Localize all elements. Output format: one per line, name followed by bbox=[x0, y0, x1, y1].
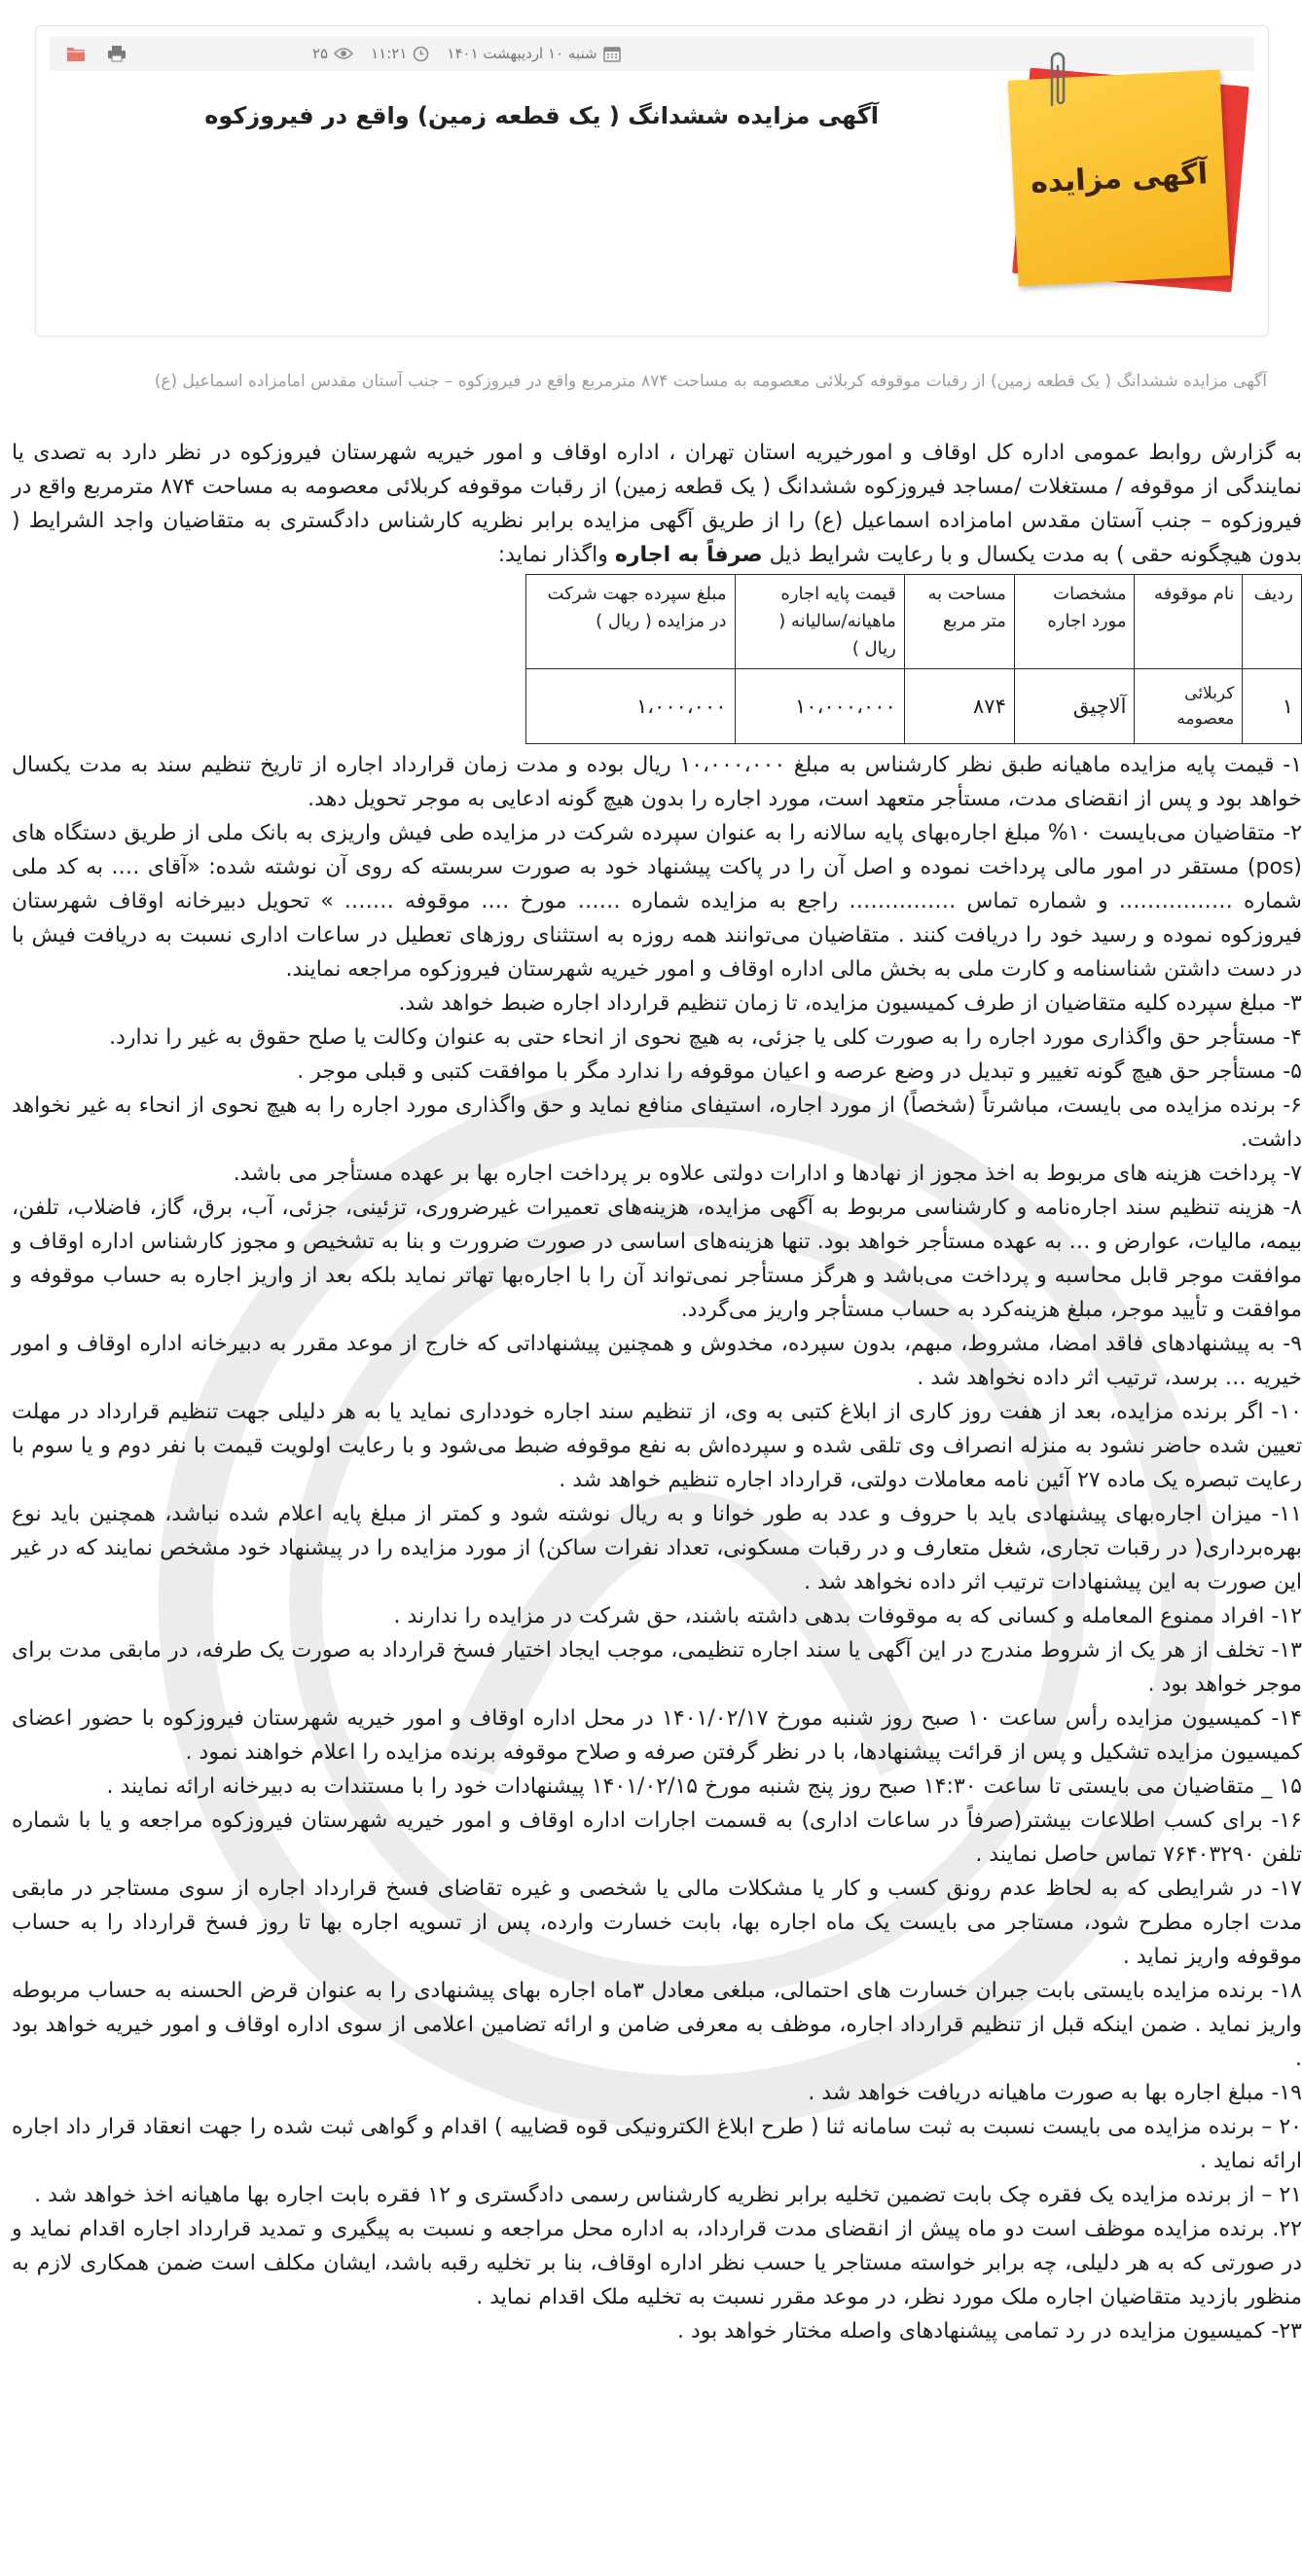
condition-item: ۴- مستأجر حق واگذاری مورد اجاره را به صورت کلی یا جزئی، به هیچ نحوی از انحاء حتی به عنوان وکالت یا صلح حقوق به غیر را ندارد. bbox=[109, 1025, 1302, 1050]
article-header-card bbox=[35, 25, 1269, 337]
condition-item: ۲۳- کمیسیون مزایده در رد تمامی پیشنهادهای واصله مختار خواهد بود . bbox=[676, 2319, 1302, 2343]
condition-item: ۵- مستأجر حق هیچ گونه تغییر و تبدیل در وضع عرصه و اعیان موقوفه را ندارد مگر با موافقت کتبی و قبلی موجر . bbox=[297, 1059, 1302, 1084]
condition-item: ۱۸- برنده مزایده بایستی بابت جبران خسارت های احتمالی، مبلغی معادل ۳ماه اجاره بهای پیشنهادی را به عنوان قرض الحسنه به حساب مربوطه واریز نماید . ضمن اینکه قبل از تنظیم قرارداد اجاره، موظف به معرفی ضامن و ارائه تضامین اعلامی از سوی اداره اوقاف و امور خیریه خواهد بود . bbox=[12, 1979, 1302, 2071]
col-header: ردیف bbox=[1243, 575, 1302, 669]
table-row bbox=[526, 669, 1302, 744]
condition-item: ۱۳- تخلف از هر یک از شروط مندرج در این آگهی یا سند اجاره تنظیمی، موجب ایجاد اختیار فسخ قرارداد به صورت یک طرفه، در مابقی مدت برای موجر خواهد بود . bbox=[12, 1638, 1302, 1697]
condition-item: ۹- به پیشنهادهای فاقد امضا، مشروط، مبهم، بدون سپرده، مخدوش و همچنین پیشنهاداتی که خارج از موعد مقرر به دبیرخانه اداره اوقاف و امور خیریه … برسد، ترتیب اثر داده نخواهد شد . bbox=[12, 1332, 1302, 1390]
clock-icon bbox=[413, 46, 429, 62]
condition-item: ۲۲. برنده مزایده موظف است دو ماه پیش از انقضای مدت قرارداد، به اداره محل مراجعه و نسبت به پیگیری و تمدید قرارداد اجاره اقدام نماید و در صورتی که به هر دلیلی، چه برابر خواسته مستاجر یا حسب نظر اداره اوقاف، بنا بر تخلیه رقبه باشد، ایشان مکلف است ضمن همکاری لازم به منظور بازدید متقاضیان اجاره ملک مورد نظر، در موعد مقرر نسبت به تخلیه ملک اقدام نماید . bbox=[12, 2217, 1302, 2309]
condition-item: ۱۰- اگر برنده مزایده، بعد از هفت روز کاری از ابلاغ کتبی به وی، از تنظیم سند اجاره خودداری نماید یا به هر دلیلی جهت تنظیم قرارداد در مهلت تعیین شده حاضر نشود به منزله انصراف وی تلقی شده و سپرده‌اش به نفع موقوفه ضبط می‌شود و با رعایت اولویت قیمت با نفر دوم و یا سوم با رعایت تبصره یک ماده ۲۷ آئین نامه معاملات دولتی، قرارداد اجاره تنظیم خواهد شد . bbox=[12, 1400, 1302, 1492]
condition-item: ۱۶- برای کسب اطلاعات بیشتر(صرفاً در ساعات اداری) به قسمت اجارات اداره اوقاف و امور خیریه شهرستان فیروزکوه مراجعه و یا با شماره تلفن ۷۶۴۰۳۲۹۰ تماس حاصل نمایند . bbox=[12, 1808, 1302, 1867]
eye-icon bbox=[334, 47, 353, 60]
table-cell: ۱،۰۰۰،۰۰۰ bbox=[526, 669, 736, 744]
table-cell: ۱۰،۰۰۰،۰۰۰ bbox=[735, 669, 904, 744]
col-header: مبلغ سپرده جهت شرکت در مزایده ( ریال ) bbox=[526, 575, 736, 669]
condition-item: ۱۵ _ متقاضیان می بایستی تا ساعت ۱۴:۳۰ صبح روز پنج شنبه مورخ ۱۴۰۱/۰۲/۱۵ پیشنهادات خود را با مستندات به دبیرخانه ارائه نمایند . bbox=[106, 1774, 1302, 1799]
date-meta bbox=[447, 45, 620, 62]
condition-item: ۶- برنده مزایده می بایست، مباشرتاً (شخصاً) از مورد اجاره، استیفای منافع نماید و حق واگذاری مورد اجاره را به هیچ نحوی از انحاء به غیر نخواهد داشت. bbox=[12, 1093, 1302, 1152]
time-meta bbox=[371, 45, 429, 62]
auction-badge-image bbox=[1001, 65, 1245, 299]
condition-item: ۱۴- کمیسیون مزایده رأس ساعت ۱۰ صبح روز شنبه مورخ ۱۴۰۱/۰۲/۱۷ در محل اداره اوقاف و امور خیریه شهرستان فیروزکوه با حضور اعضای کمیسیون مزایده تشکیل و پس از قرائت پیشنهادها، با در نظر گرفتن صرفه و صلاح موقوفه برنده مزایده را اعلام خواهند نمود . bbox=[12, 1706, 1302, 1765]
condition-item: ۸- هزینه تنظیم سند اجاره‌نامه و کارشناسی مربوط به آگهی مزایده، هزینه‌های تعمیرات غیرضروری، تزئینی، جزئی، آب، برق، گاز، فاضلاب، تلفن، بیمه، مالیات، عوارض و … به عهده مستأجر خواهد بود. تنها هزینه‌های اساسی در صورت ضرورت و بنا به تشخیص و مجوز کارشناس اداره اوقاف و موافقت موجر قابل محاسبه و پرداخت می‌باشد و هرگز مستأجر نمی‌تواند آن را با اجاره‌بها تهاتر نماید بلکه بعد از واریز اجاره به حساب موقوفه و موافقت و تأیید موجر، مبلغ هزینه‌کرد به حساب مستأجر واریز می‌گردد. bbox=[12, 1196, 1302, 1322]
lease-only-emphasis: صرفاً به اجاره bbox=[614, 543, 763, 567]
article-body bbox=[12, 436, 1302, 2348]
condition-item: ۱۲- افراد ممنوع المعامله و کسانی که به موقوفات بدهی داشته باشند، حق شرکت در مزایده را ندارند . bbox=[393, 1604, 1302, 1628]
col-header: مساحت به متر مربع bbox=[904, 575, 1014, 669]
publish-time: ۱۱:۲۱ bbox=[371, 45, 408, 62]
folder-icon[interactable] bbox=[63, 41, 89, 66]
table-cell: کربلائی معصومه bbox=[1135, 669, 1243, 744]
article-page bbox=[12, 25, 1302, 2343]
article-lead: آگهی مزایده ششدانگ ( یک قطعه زمین) از رقبات موقوفه کربلائی معصومه به مساحت ۸۷۴ مترمربع واقع در فیروزکوه – جنب آستان مقدس امامزاده اسماعیل (ع) bbox=[154, 372, 1267, 391]
condition-item: ۷- پرداخت هزینه های مربوط به اخذ مجوز از نهادها و ادارات دولتی علاوه بر پرداخت اجاره بها بر عهده مستأجر می باشد. bbox=[233, 1162, 1302, 1186]
condition-item: ۱- قیمت پایه مزایده ماهیانه طبق نظر کارشناس به مبلغ ۱۰،۰۰۰،۰۰۰ ریال بوده و مدت زمان قرارداد اجاره از تاریخ تنظیم سند به مدت یکسال خواهد بود و پس از انقضای مدت، مستأجر متعهد است، مورد اجاره را بدون هیچ گونه ادعایی به موجر تحویل دهد. bbox=[12, 753, 1302, 811]
badge-label: آگهی مزایده bbox=[1030, 156, 1209, 200]
view-count: ۲۵ bbox=[312, 45, 329, 62]
condition-item: ۲۱ – از برنده مزایده یک فقره چک بابت تضمین تخلیه برابر نظریه کارشناس رسمی دادگستری و ۱۲ فقره بابت اجاره بها ماهیانه اخذ خواهد شد . bbox=[34, 2183, 1302, 2207]
meta-row bbox=[312, 36, 621, 71]
col-header: قیمت پایه اجاره ماهیانه/سالیانه ( ریال ) bbox=[735, 575, 904, 669]
col-header: نام موقوفه bbox=[1135, 575, 1243, 669]
condition-item: ۲۰ – برنده مزایده می بایست نسبت به ثبت سامانه ثنا ( طرح ابلاغ الکترونیکی قوه قضاییه ) اقدام و گواهی ثبت شده را جهت انعقاد قرار داد اجاره ارائه نماید . bbox=[12, 2115, 1302, 2173]
condition-item: ۱۷- در شرایطی که به لحاظ عدم رونق کسب و کار یا مشکلات مالی یا شخصی و غیره تقاضای فسخ قرارداد اجاره از سوی مستاجر در مابقی مدت اجاره مطرح شود، مستاجر می بایست یک ماه اجاره بها، بابت خسارت وارده، پس از تسویه اجاره بها تا روز فسخ قرارداد را به حساب موقوفه واریز نماید . bbox=[12, 1877, 1302, 1969]
condition-item: ۳- مبلغ سپرده کلیه متقاضیان از طرف کمیسیون مزایده، تا زمان تنظیم قرارداد اجاره ضبط خواهد شد. bbox=[398, 991, 1302, 1016]
table-header-row bbox=[526, 575, 1302, 669]
condition-item: ۱۱- میزان اجاره‌بهای پیشنهادی باید با حروف و عدد به طور خوانا و به ریال نوشته شود و کمتر از مبلغ پایه اعلام شده نباشد، همچنین باید نوع بهره‌برداری( در رقبات تجاری، شغل متعارف و در رقبات مسکونی، تعداد نفرات ساکن) از مورد مزایده را در پیشنهاد خود مشخص نمایند که در غیر این صورت به این پیشنهادات ترتیب اثر داده نخواهد شد . bbox=[12, 1502, 1302, 1594]
page-title: آگهی مزایده ششدانگ ( یک قطعه زمین) واقع در فیروزکوه bbox=[204, 102, 879, 129]
table-cell: ۸۷۴ bbox=[904, 669, 1014, 744]
toolbar bbox=[63, 36, 129, 71]
property-table bbox=[525, 574, 1302, 744]
condition-item: ۱۹- مبلغ اجاره بها به صورت ماهیانه دریافت خواهد شد . bbox=[808, 2081, 1302, 2105]
intro-paragraph: به گزارش روابط عمومی اداره کل اوقاف و امورخیریه استان تهران ، اداره اوقاف و امور خیریه شهرستان فیروزکوه در نظر دارد به تصدی یا نمایندگی از موقوفه / مستغلات /مساجد فیروزکوه ششدانگ ( یک قطعه زمین) از رقبات موقوفه کربلائی معصومه به مساحت ۸۷۴ مترمربع واقع در فیروزکوه – جنب آستان مقدس امامزاده اسماعیل (ع) را از طریق آگهی مزایده برابر نظریه کارشناس دادگستری به متقاضیان واجد الشرایط ( بدون هیچگونه حقی ) به مدت یکسال و با رعایت شرایط ذیل صرفاً به اجاره واگذار نماید: bbox=[12, 441, 1302, 567]
calendar-icon bbox=[603, 45, 621, 62]
paperclip-icon bbox=[1046, 48, 1069, 116]
print-icon[interactable] bbox=[104, 41, 129, 66]
publish-date: شنبه ۱۰ اردیبهشت ۱۴۰۱ bbox=[447, 45, 597, 62]
views-meta bbox=[312, 45, 353, 62]
condition-item: ۲- متقاضیان می‌بایست ۱۰% مبلغ اجاره‌بهای پایه سالانه را به عنوان سپرده شرکت در مزایده طی فیش واریزی به بانک ملی از طریق دستگاه های (pos) مستقر در امور مالی پرداخت نموده و اصل آن را در پاکت پیشنهاد خود به صورت سربسته که روی آن نوشته شده: «آقای …. به کد ملی شماره ……………. و شماره تماس …………… راجع به مزایده شماره …… مورخ …. موقوفه ……. » تحویل دبیرخانه اوقاف شهرستان فیروزکوه نموده و رسید خود را دریافت کنند . متقاضیان می‌توانند همه روزه به استثنای روزهای تعطیل در ساعات اداری نسبت به دریافت فیش با در دست داشتن شناسنامه و کارت ملی به بخش مالی اداره اوقاف و امور خیریه شهرستان فیروزکوه مراجعه نمایند. bbox=[12, 821, 1302, 982]
col-header: مشخصات مورد اجاره bbox=[1014, 575, 1135, 669]
table-cell: ۱ bbox=[1243, 669, 1302, 744]
table-cell: آلاچیق bbox=[1014, 669, 1135, 744]
